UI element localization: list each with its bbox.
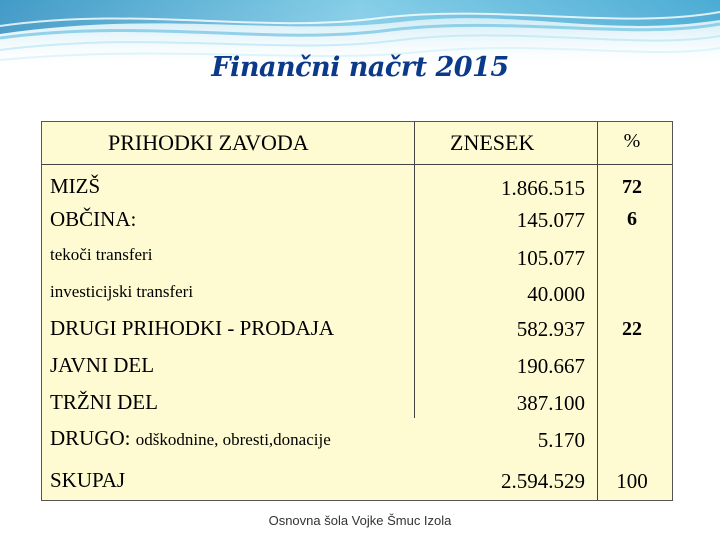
- row-label-main: DRUGO:: [50, 426, 131, 450]
- row-amount: 105.077: [516, 246, 585, 270]
- row-label: investicijski transferi: [50, 282, 194, 301]
- finance-table: [41, 121, 673, 501]
- row-percent: 6: [627, 208, 637, 230]
- row-label-detail: odškodnine, obresti,donacije: [135, 430, 331, 449]
- header-percent: %: [623, 130, 641, 152]
- row-amount: 1.866.515: [501, 176, 585, 200]
- row-label: JAVNI DEL: [50, 353, 155, 377]
- footer-school-name: Osnovna šola Vojke Šmuc Izola: [268, 513, 452, 528]
- header-amount: ZNESEK: [450, 130, 535, 155]
- row-label: TRŽNI DEL: [50, 390, 158, 414]
- row-amount: 5.170: [537, 428, 585, 452]
- row-amount: 582.937: [516, 317, 585, 341]
- row-label: tekoči transferi: [50, 245, 153, 264]
- total-percent: 100: [616, 469, 648, 493]
- header-divider: [42, 164, 672, 165]
- row-percent: 72: [622, 176, 642, 198]
- row-amount: 40.000: [527, 282, 585, 306]
- header-income: PRIHODKI ZAVODA: [108, 130, 309, 155]
- row-label: OBČINA:: [50, 207, 137, 231]
- row-amount: 387.100: [516, 391, 585, 415]
- row-amount: 190.667: [516, 354, 585, 378]
- row-label: [50, 426, 331, 451]
- row-label: DRUGI PRIHODKI - PRODAJA: [50, 316, 335, 340]
- row-label: MIZŠ: [50, 174, 101, 198]
- row-percent: 22: [622, 318, 642, 340]
- row-amount: 145.077: [516, 208, 585, 232]
- page-title: Finančni načrt 2015: [211, 52, 509, 83]
- total-label: SKUPAJ: [50, 468, 126, 492]
- total-amount: 2.594.529: [501, 469, 585, 493]
